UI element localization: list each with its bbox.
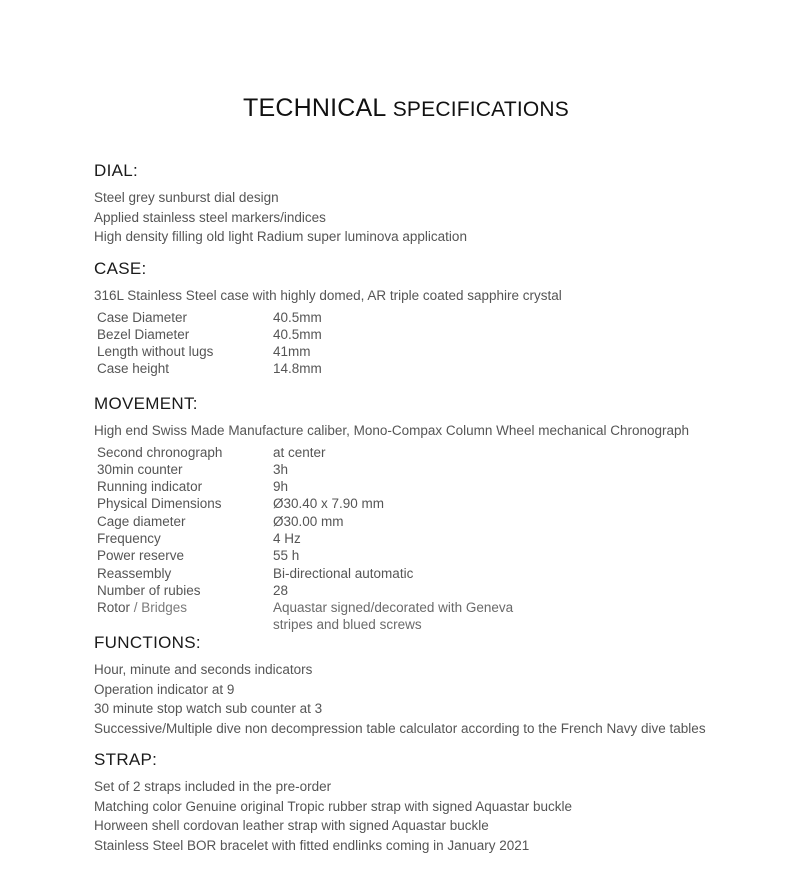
case-intro: 316L Stainless Steel case with highly domed, AR triple coated sapphire crystal	[94, 288, 562, 303]
movement-intro: High end Swiss Made Manufacture caliber, Mono-Compax Column Wheel mechanical Chronograph	[94, 423, 690, 438]
table-row	[97, 582, 533, 599]
table-row	[97, 444, 533, 461]
spec-value: Bi-directional automatic	[273, 565, 414, 581]
case-heading: CASE:	[94, 259, 147, 278]
spec-label: Running indicator	[97, 479, 203, 495]
spec-label: Bezel Diameter	[97, 326, 190, 342]
table-row	[97, 461, 533, 478]
movement-section	[94, 393, 794, 634]
spec-value: 40.5mm	[273, 326, 322, 342]
spec-value: at center	[273, 444, 326, 460]
functions-line: Operation indicator at 9	[94, 681, 235, 697]
case-spec-table	[97, 309, 322, 378]
spec-label: Case height	[97, 361, 170, 377]
spec-label: Cage diameter	[97, 513, 186, 529]
movement-spec-table	[97, 444, 533, 634]
functions-line: 30 minute stop watch sub counter at 3	[94, 701, 323, 716]
spec-label: Case Diameter	[97, 309, 188, 325]
spec-value: 41mm	[273, 344, 311, 360]
spec-label-rotor	[97, 599, 273, 634]
spec-value: 3h	[273, 461, 289, 477]
strap-line: Horween shell cordovan leather strap with signed Aquastar buckle	[94, 818, 489, 833]
table-row	[97, 478, 533, 495]
dial-line: Steel grey sunburst dial design	[94, 190, 279, 205]
spec-label: Power reserve	[97, 548, 185, 564]
functions-section	[94, 632, 794, 738]
table-row	[97, 565, 533, 582]
table-row	[97, 309, 322, 326]
table-row	[97, 495, 533, 512]
functions-line: Successive/Multiple dive non decompression table calculator according to the French Navy dive tables	[94, 720, 706, 736]
table-row	[97, 547, 533, 564]
spec-label: 30min counter	[97, 461, 183, 477]
spec-value: 40.5mm	[273, 309, 322, 325]
dial-line: Applied stainless steel markers/indices	[94, 209, 326, 225]
page-title-part1: TECHNICAL	[243, 94, 386, 122]
spec-value: Aquastar signed/decorated with Geneva stripes and blued screws	[273, 600, 514, 633]
strap-line: Set of 2 straps included in the pre-order	[94, 779, 332, 794]
page-title-part2: SPECIFICATIONS	[392, 98, 569, 121]
spec-value: 55 h	[273, 548, 300, 564]
spec-value: Ø30.40 x 7.90 mm	[273, 496, 385, 512]
table-row	[97, 360, 322, 377]
functions-heading: FUNCTIONS:	[94, 633, 201, 652]
spec-label: Length without lugs	[97, 344, 214, 360]
functions-line: Hour, minute and seconds indicators	[94, 662, 313, 677]
spec-value: Ø30.00 mm	[273, 513, 344, 529]
case-section	[94, 258, 794, 378]
strap-line: Stainless Steel BOR bracelet with fitted endlinks coming in January 2021	[94, 837, 530, 853]
table-row	[97, 599, 533, 634]
dial-heading: DIAL:	[94, 161, 139, 180]
dial-line: High density filling old light Radium super luminova application	[94, 229, 467, 244]
table-row	[97, 530, 533, 547]
spec-value: 14.8mm	[273, 361, 322, 377]
spec-value: 4 Hz	[273, 530, 301, 546]
movement-heading: MOVEMENT:	[94, 394, 198, 413]
table-row	[97, 343, 322, 360]
rotor-label-rest: / Bridges	[130, 600, 188, 616]
spec-label: Frequency	[97, 530, 161, 546]
strap-section	[94, 749, 794, 855]
table-row	[97, 513, 533, 530]
spec-value: 28	[273, 582, 289, 598]
page-title	[0, 94, 812, 123]
strap-line: Matching color Genuine original Tropic rubber strap with signed Aquastar buckle	[94, 798, 573, 814]
spec-label: Physical Dimensions	[97, 496, 222, 512]
spec-label: Second chronograph	[97, 444, 223, 460]
spec-label: Number of rubies	[97, 582, 201, 598]
dial-section	[94, 160, 794, 247]
strap-heading: STRAP:	[94, 750, 158, 769]
spec-label: Reassembly	[97, 565, 172, 581]
table-row	[97, 326, 322, 343]
spec-value: 9h	[273, 479, 289, 495]
rotor-label-main: Rotor	[97, 600, 131, 616]
